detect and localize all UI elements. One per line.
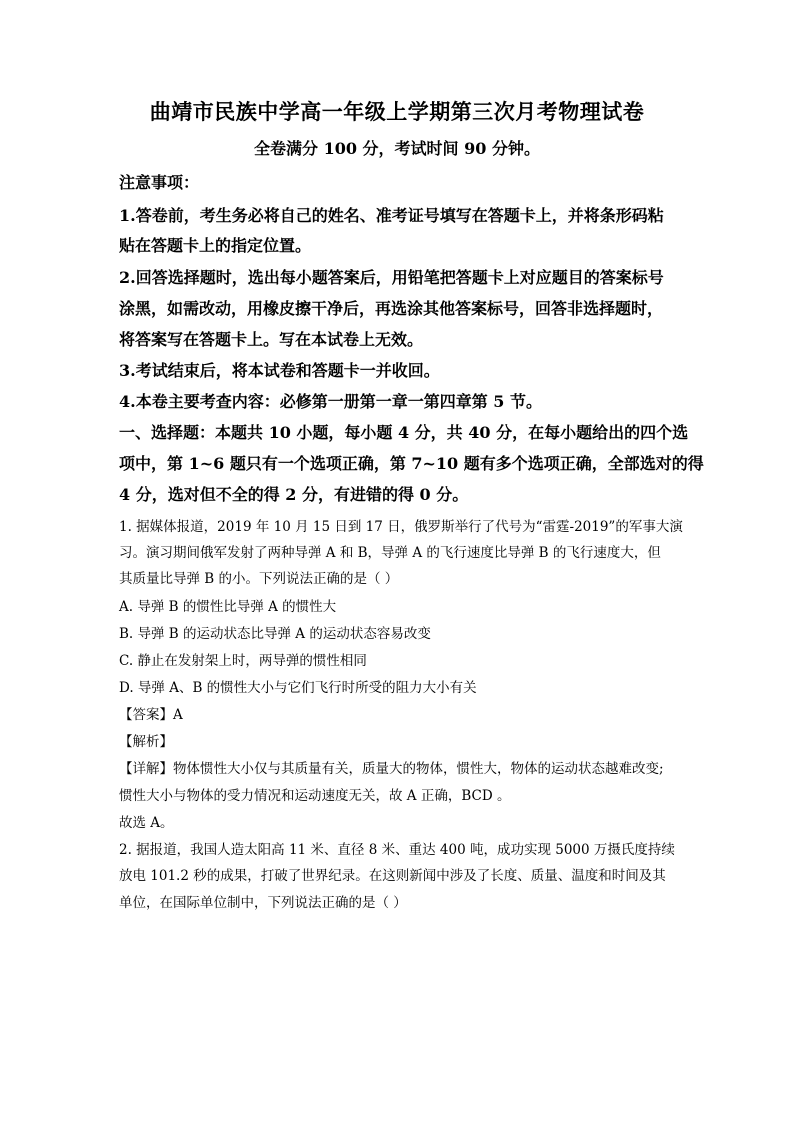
question-2-stem-line: 单位，在国际单位制中，下列说法正确的是（ ） bbox=[119, 895, 407, 911]
question-1-option-d: D. 导弹 A、B 的惯性大小与它们飞行时所受的阻力大小有关 bbox=[119, 680, 477, 696]
question-1-detail-line: 故选 A。 bbox=[119, 815, 174, 831]
notes-line: 4.本卷主要考查内容：必修第一册第一章一第四章第 5 节。 bbox=[119, 392, 542, 411]
question-1-option-a: A. 导弹 B 的惯性比导弹 A 的惯性大 bbox=[119, 599, 337, 615]
question-1-detail-line: 惯性大小与物体的受力情况和运动速度无关，故 A 正确，BCD 。 bbox=[119, 788, 511, 804]
notes-line: 1.答卷前，考生务必将自己的姓名、准考证号填写在答题卡上，并将条形码粘 bbox=[119, 206, 664, 225]
notes-heading: 注意事项： bbox=[119, 173, 200, 192]
section-heading-line: 4 分，选对但不全的得 2 分，有进错的得 0 分。 bbox=[119, 485, 469, 504]
notes-line: 将答案写在答题卡上。写在本试卷上无效。 bbox=[119, 330, 424, 349]
question-1-answer: 【答案】A bbox=[119, 707, 183, 723]
question-1-analysis-label: 【解析】 bbox=[119, 734, 173, 750]
question-1-option-c: C. 静止在发射架上时，两导弹的惯性相同 bbox=[119, 653, 367, 669]
notes-line: 3.考试结束后，将本试卷和答题卡一并收回。 bbox=[119, 361, 440, 380]
notes-line: 贴在答题卡上的指定位置。 bbox=[119, 236, 312, 255]
notes-line: 涂黑，如需改动，用橡皮擦干净后，再选涂其他答案标号，回答非选择题时， bbox=[119, 299, 664, 318]
question-1-detail-line: 【详解】物体惯性大小仅与其质量有关，质量大的物体，惯性大，物体的运动状态越难改变; bbox=[119, 761, 664, 777]
section-heading-line: 一、选择题：本题共 10 小题，每小题 4 分，共 40 分，在每小题给出的四个选 bbox=[119, 423, 689, 442]
section-heading-line: 项中，第 1~6 题只有一个选项正确，第 7~10 题有多个选项正确，全部选对的得 bbox=[119, 454, 704, 473]
question-1-stem-line: 1. 据媒体报道，2019 年 10 月 15 日到 17 日，俄罗斯举行了代号为“雷霆-2019”的军事大演 bbox=[119, 519, 683, 535]
question-2-stem-line: 放电 101.2 秒的成果，打破了世界纪录。在这则新闻中涉及了长度、质量、温度和时间及其 bbox=[119, 868, 666, 884]
page-title: 曲靖市民族中学高一年级上学期第三次月考物理试卷 bbox=[149, 99, 645, 124]
question-1-stem-line: 习。演习期间俄军发射了两种导弹 A 和 B，导弹 A 的飞行速度比导弹 B 的飞行速度大，但 bbox=[119, 545, 661, 561]
exam-subtitle: 全卷满分 100 分，考试时间 90 分钟。 bbox=[254, 139, 540, 158]
question-1-stem-line: 其质量比导弹 B 的小。下列说法正确的是（ ） bbox=[119, 571, 399, 587]
notes-line: 2.回答选择题时，选出每小题答案后，用铅笔把答题卡上对应题目的答案标号 bbox=[119, 268, 664, 287]
question-2-stem-line: 2. 据报道，我国人造太阳高 11 米、直径 8 米、重达 400 吨，成功实现 5000 万摄氏度持续 bbox=[119, 842, 675, 858]
question-1-option-b: B. 导弹 B 的运动状态比导弹 A 的运动状态容易改变 bbox=[119, 626, 431, 642]
